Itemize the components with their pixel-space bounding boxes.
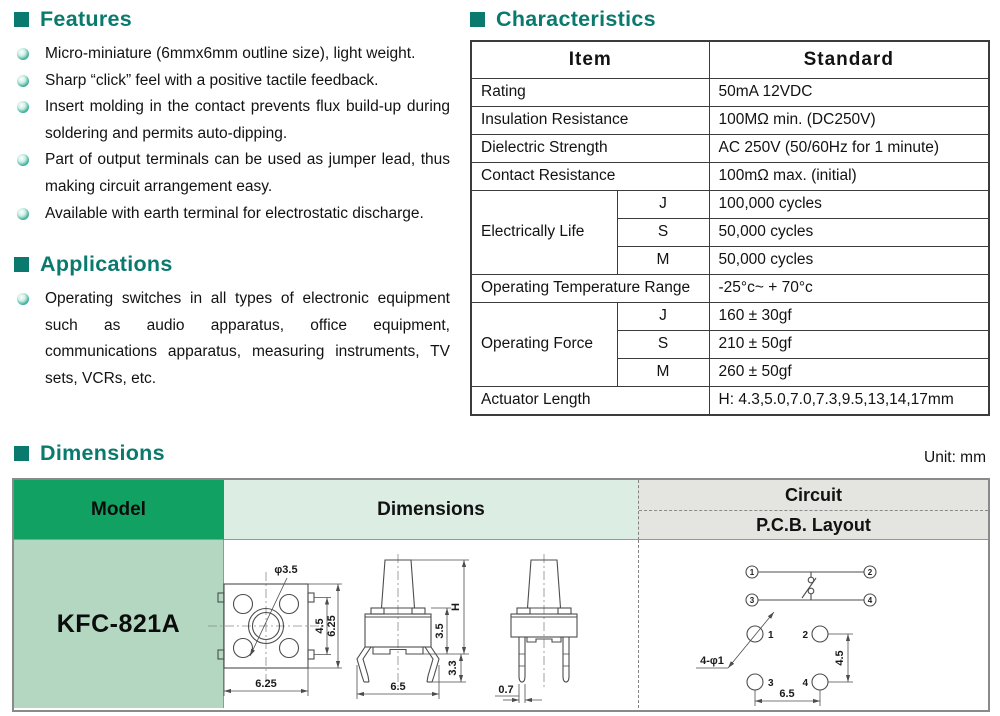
bullet-icon (17, 75, 29, 87)
value-cell: 50mA 12VDC (709, 79, 989, 107)
table-row (471, 135, 989, 163)
list-item (14, 94, 450, 147)
dimensions-heading (14, 441, 165, 466)
item-cell: Rating (471, 79, 709, 107)
feature-text: Sharp “click” feel with a positive tactile feedback. (45, 71, 379, 89)
item-cell: Operating Temperature Range (471, 275, 709, 303)
item-cell: Electrically Life (471, 191, 617, 275)
pad-3-label: 3 (768, 678, 774, 689)
value-cell: AC 250V (50/60Hz for 1 minute) (709, 135, 989, 163)
value-cell: 50,000 cycles (709, 247, 989, 275)
table-row (471, 275, 989, 303)
applications-title: Applications (40, 252, 173, 277)
applications-heading (14, 252, 450, 277)
sub-cell: J (617, 191, 709, 219)
characteristics-title: Characteristics (496, 7, 656, 31)
feature-text: Part of output terminals can be used as jumper lead, thus making circuit arrangement easy. (45, 151, 450, 195)
table-row (471, 163, 989, 191)
value-cell: 50,000 cycles (709, 219, 989, 247)
pcb-layout-header: P.C.B. Layout (756, 515, 871, 535)
list-item (14, 41, 450, 68)
model-header: Model (14, 480, 224, 540)
feature-text: Micro-miniature (6mmx6mm outline size), light weight. (45, 45, 416, 62)
size-v-label: 6.25 (326, 615, 338, 637)
sub-cell: M (617, 247, 709, 275)
top-view-drawing (194, 556, 344, 708)
value-cell: 160 ± 30gf (709, 303, 989, 331)
terminal-3-label: 3 (749, 596, 755, 605)
unit-label: Unit: mm (924, 449, 986, 466)
bullet-icon (17, 154, 29, 166)
applications-list (14, 286, 450, 392)
pcb-pitch-v-label: 4.5 (834, 650, 846, 666)
bullet-icon (17, 101, 29, 113)
terminal-2-label: 2 (867, 568, 873, 577)
size-h-label: 6.25 (255, 678, 277, 690)
standard-header: Standard (709, 41, 989, 79)
sub-cell: J (617, 303, 709, 331)
hole-spec-label: 4-φ1 (700, 655, 724, 667)
value-cell: -25°c~ + 70°c (709, 275, 989, 303)
front-view-drawing (344, 550, 484, 708)
section-square-icon (14, 12, 29, 27)
dimensions-table (12, 478, 990, 712)
right-column (470, 7, 988, 416)
value-cell: 100MΩ min. (DC250V) (709, 107, 989, 135)
dimensions-column-header: Dimensions (224, 480, 638, 540)
characteristics-table (470, 40, 990, 416)
leg-length-label: 3.3 (447, 660, 459, 676)
list-item (14, 68, 450, 95)
pad-1-label: 1 (768, 630, 774, 641)
pad-4-label: 4 (802, 678, 808, 689)
dimensions-title: Dimensions (40, 441, 165, 465)
pitch-v-label: 4.5 (314, 618, 326, 634)
table-row (471, 107, 989, 135)
feature-text: Available with earth terminal for electrostatic discharge. (45, 204, 424, 222)
application-text: Operating switches in all types of electronic equipment such as audio apparatus, office equipment, communications apparatus, measuring instruments, TV sets, VCRs, etc. (45, 290, 450, 387)
characteristics-heading (470, 7, 988, 32)
item-cell: Actuator Length (471, 387, 709, 416)
section-square-icon (14, 257, 29, 272)
width-label: 6.5 (390, 681, 406, 693)
features-list (14, 41, 450, 227)
item-cell: Contact Resistance (471, 163, 709, 191)
value-cell: 260 ± 50gf (709, 359, 989, 387)
features-heading (14, 7, 450, 32)
sub-cell: S (617, 219, 709, 247)
left-column (14, 7, 450, 393)
table-row (471, 191, 989, 219)
leg-width-label: 0.7 (498, 684, 514, 696)
circuit-header: Circuit (639, 480, 988, 511)
value-cell: H: 4.3,5.0,7.0,7.3,9.5,13,14,17mm (709, 387, 989, 416)
item-cell: Dielectric Strength (471, 135, 709, 163)
table-header-row (471, 41, 989, 79)
sub-cell: M (617, 359, 709, 387)
section-square-icon (470, 12, 485, 27)
pcb-pitch-h-label: 6.5 (779, 688, 795, 700)
bullet-icon (17, 48, 29, 60)
item-header: Item (471, 41, 709, 79)
table-row (471, 387, 989, 416)
list-item (14, 147, 450, 200)
feature-text: Insert molding in the contact prevents flux build-up during soldering and permits auto-dipping. (45, 98, 450, 142)
sub-cell: S (617, 331, 709, 359)
overall-height-label: H (450, 603, 462, 611)
value-cell: 100mΩ max. (initial) (709, 163, 989, 191)
model-cell: KFC-821A (14, 540, 224, 708)
features-title: Features (40, 7, 133, 31)
table-row (471, 303, 989, 331)
terminal-1-label: 1 (749, 568, 755, 577)
terminal-4-label: 4 (867, 596, 873, 605)
list-item (14, 201, 450, 228)
bullet-icon (17, 208, 29, 220)
circuit-pcb-header (638, 480, 988, 540)
value-cell: 210 ± 50gf (709, 331, 989, 359)
item-cell: Insulation Resistance (471, 107, 709, 135)
table-row (471, 79, 989, 107)
value-cell: 100,000 cycles (709, 191, 989, 219)
pad-2-label: 2 (802, 630, 808, 641)
body-height-label: 3.5 (434, 623, 446, 639)
bullet-icon (17, 293, 29, 305)
hole-diameter-label: φ3.5 (274, 564, 298, 576)
section-square-icon (14, 446, 29, 461)
item-cell: Operating Force (471, 303, 617, 387)
side-view-drawing (490, 550, 630, 708)
list-item (14, 286, 450, 392)
circuit-pcb-drawing (690, 556, 950, 708)
